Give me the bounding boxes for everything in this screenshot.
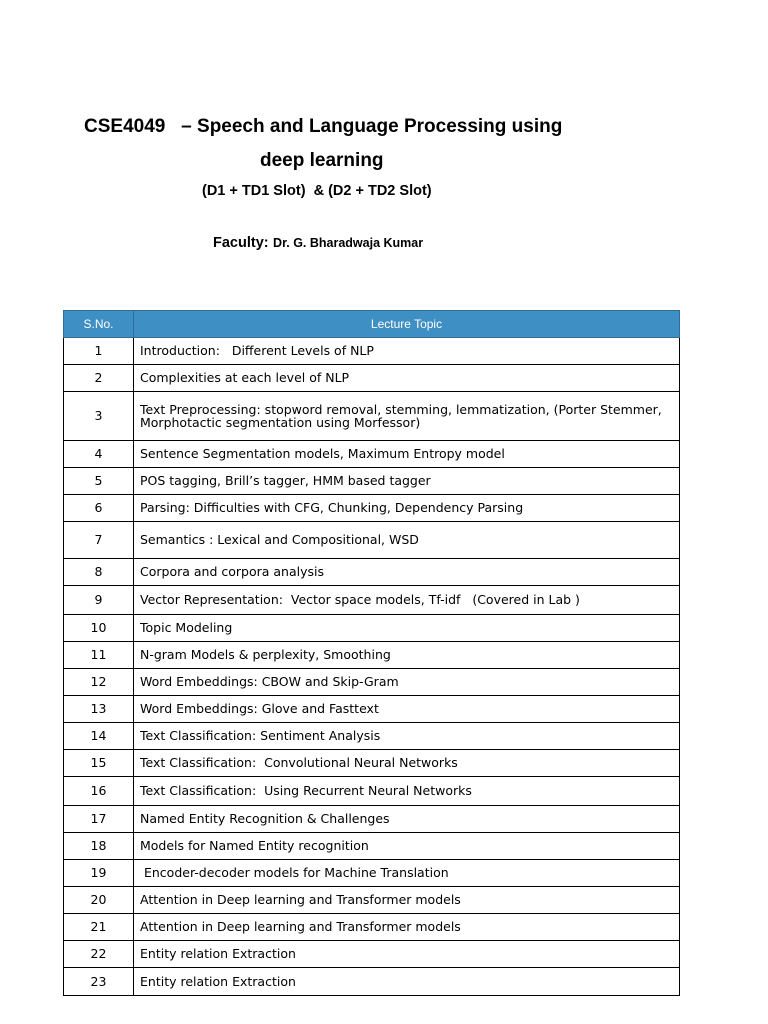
table-row (64, 468, 680, 495)
row-topic: N-gram Models & perplexity, Smoothing (134, 642, 680, 669)
row-sno: 11 (64, 642, 134, 669)
table-row (64, 495, 680, 522)
table-body (64, 338, 680, 996)
row-sno: 8 (64, 559, 134, 586)
table-row (64, 586, 680, 615)
course-title: CSE4049 – Speech and Language Processing using (84, 116, 563, 137)
table-row (64, 777, 680, 806)
row-topic: Parsing: Difficulties with CFG, Chunking, Dependency Parsing (134, 495, 680, 522)
row-topic: Complexities at each level of NLP (134, 365, 680, 392)
table-row (64, 642, 680, 669)
row-sno: 9 (64, 586, 134, 615)
faculty-line (213, 234, 423, 252)
row-topic: Entity relation Extraction (134, 968, 680, 996)
table-row (64, 968, 680, 996)
course-title-continued: deep learning (260, 150, 384, 171)
table-row (64, 615, 680, 642)
row-topic: Attention in Deep learning and Transformer models (134, 887, 680, 914)
table-header-row (64, 311, 680, 338)
table-row (64, 338, 680, 365)
row-topic: POS tagging, Brill’s tagger, HMM based tagger (134, 468, 680, 495)
faculty-label: Faculty: (213, 235, 269, 251)
table-row (64, 392, 680, 441)
table-row (64, 833, 680, 860)
row-topic: Topic Modeling (134, 615, 680, 642)
row-sno: 19 (64, 860, 134, 887)
row-sno: 14 (64, 723, 134, 750)
row-sno: 15 (64, 750, 134, 777)
row-topic: Introduction: Different Levels of NLP (134, 338, 680, 365)
row-sno: 5 (64, 468, 134, 495)
row-topic: Word Embeddings: CBOW and Skip-Gram (134, 669, 680, 696)
row-sno: 12 (64, 669, 134, 696)
row-topic: Named Entity Recognition & Challenges (134, 806, 680, 833)
table-row (64, 522, 680, 559)
table-row (64, 723, 680, 750)
row-sno: 7 (64, 522, 134, 559)
table-row (64, 559, 680, 586)
column-header-sno: S.No. (64, 311, 134, 338)
row-sno: 21 (64, 914, 134, 941)
row-topic: Sentence Segmentation models, Maximum Entropy model (134, 441, 680, 468)
table-row (64, 860, 680, 887)
row-sno: 3 (64, 392, 134, 441)
row-topic: Text Preprocessing: stopword removal, stemming, lemmatization, (Porter Stemmer, Morphotactic segmentation using Morfessor) (134, 392, 680, 441)
row-topic: Entity relation Extraction (134, 941, 680, 968)
row-sno: 18 (64, 833, 134, 860)
faculty-name: Dr. G. Bharadwaja Kumar (273, 236, 424, 250)
row-topic: Text Classification: Sentiment Analysis (134, 723, 680, 750)
row-sno: 10 (64, 615, 134, 642)
row-sno: 1 (64, 338, 134, 365)
row-sno: 6 (64, 495, 134, 522)
table-row (64, 750, 680, 777)
table-row (64, 669, 680, 696)
table-row (64, 941, 680, 968)
row-topic: Word Embeddings: Glove and Fasttext (134, 696, 680, 723)
table-row (64, 441, 680, 468)
row-sno: 13 (64, 696, 134, 723)
row-sno: 2 (64, 365, 134, 392)
column-header-topic: Lecture Topic (134, 311, 680, 338)
table-row (64, 806, 680, 833)
row-topic: Vector Representation: Vector space models, Tf-idf (Covered in Lab ) (134, 586, 680, 615)
row-topic: Corpora and corpora analysis (134, 559, 680, 586)
row-topic: Semantics : Lexical and Compositional, WSD (134, 522, 680, 559)
row-topic: Attention in Deep learning and Transformer models (134, 914, 680, 941)
row-sno: 23 (64, 968, 134, 996)
table-row (64, 914, 680, 941)
table-row (64, 696, 680, 723)
row-topic: Text Classification: Convolutional Neural Networks (134, 750, 680, 777)
row-sno: 16 (64, 777, 134, 806)
lecture-topics-table (63, 310, 680, 996)
row-topic: Encoder-decoder models for Machine Translation (134, 860, 680, 887)
table-row (64, 887, 680, 914)
row-topic: Models for Named Entity recognition (134, 833, 680, 860)
row-sno: 20 (64, 887, 134, 914)
slot-info: (D1 + TD1 Slot) & (D2 + TD2 Slot) (202, 183, 432, 199)
row-topic: Text Classification: Using Recurrent Neural Networks (134, 777, 680, 806)
row-sno: 22 (64, 941, 134, 968)
table-row (64, 365, 680, 392)
row-sno: 4 (64, 441, 134, 468)
row-sno: 17 (64, 806, 134, 833)
